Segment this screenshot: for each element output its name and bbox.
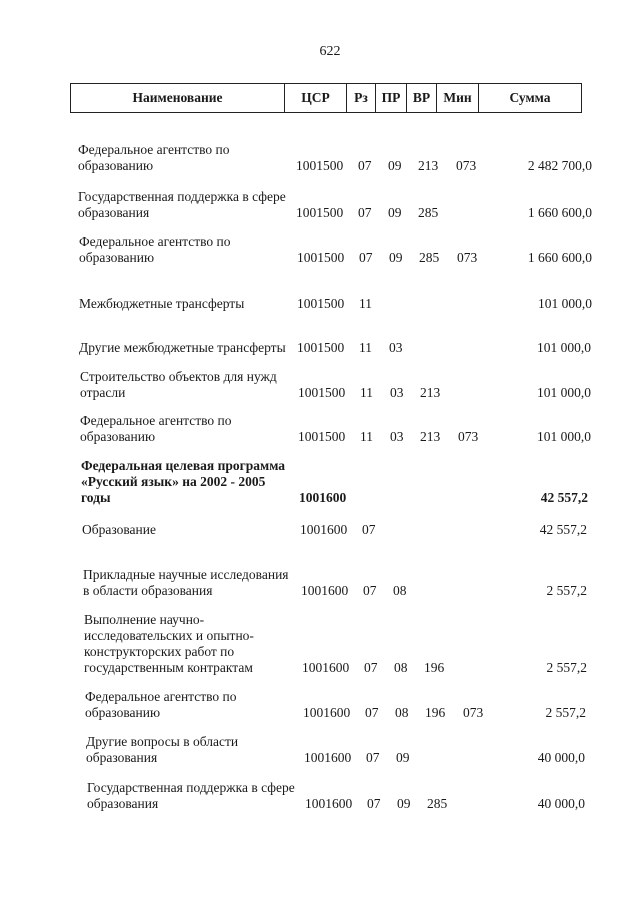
row-csr: 1001600 <box>303 705 351 720</box>
row-name: Федеральное агентство по образованию <box>85 689 237 720</box>
row-sum: 2 482 700,0 <box>527 158 592 173</box>
row-csr: 1001500 <box>297 340 345 355</box>
row-pr: 09 <box>388 158 402 173</box>
row-sum: 1 660 600,0 <box>527 205 592 220</box>
row-sum: 101 000,0 <box>537 385 591 400</box>
row-rz: 07 <box>358 205 372 220</box>
row-rz: 11 <box>360 385 373 400</box>
row-min: 073 <box>456 158 477 173</box>
table-row <box>86 726 585 766</box>
row-sum: 42 557,2 <box>540 490 588 505</box>
row-csr: 1001500 <box>296 205 344 220</box>
row-name: Другие вопросы в области образования <box>86 734 239 765</box>
row-name: Прикладные научные исследования в области образования <box>83 567 289 598</box>
row-csr: 1001500 <box>297 296 345 311</box>
table-row <box>83 559 587 599</box>
row-vr: 213 <box>418 158 439 173</box>
row-vr: 285 <box>418 205 439 220</box>
table-row <box>79 226 592 266</box>
table-row <box>87 772 585 812</box>
table-row <box>80 361 591 401</box>
row-sum: 101 000,0 <box>537 429 591 444</box>
row-sum: 1 660 600,0 <box>527 250 592 265</box>
header-rz: Рз <box>347 84 376 112</box>
row-rz: 11 <box>359 340 372 355</box>
row-rz: 07 <box>359 250 373 265</box>
row-name: Образование <box>82 522 156 537</box>
row-pr: 09 <box>389 250 403 265</box>
header-csr: ЦСР <box>285 84 347 112</box>
row-sum: 101 000,0 <box>538 296 592 311</box>
row-min: 073 <box>457 250 478 265</box>
header-sum: Сумма <box>509 90 551 105</box>
row-sum: 40 000,0 <box>537 750 585 765</box>
row-vr: 196 <box>425 705 446 720</box>
row-pr: 09 <box>396 750 410 765</box>
row-sum: 2 557,2 <box>546 660 587 675</box>
header-vr: ВР <box>407 84 437 112</box>
row-rz: 07 <box>364 660 378 675</box>
row-name: Федеральное агентство по образованию <box>79 234 231 265</box>
row-vr: 285 <box>427 796 448 811</box>
row-name: Федеральная целевая программа «Русский язык» на 2002 - 2005 годы <box>81 458 286 505</box>
row-csr: 1001600 <box>305 796 353 811</box>
row-vr: 285 <box>419 250 440 265</box>
page-number: 622 <box>319 44 341 59</box>
row-pr: 03 <box>389 340 403 355</box>
table-row <box>85 681 586 721</box>
row-csr: 1001600 <box>301 583 349 598</box>
row-sum: 2 557,2 <box>546 583 587 598</box>
row-pr: 08 <box>394 660 408 675</box>
row-vr: 213 <box>420 385 441 400</box>
row-name: Межбюджетные трансферты <box>79 296 245 311</box>
header-name: Наименование <box>71 84 285 112</box>
row-csr: 1001500 <box>296 158 344 173</box>
row-min: 073 <box>463 705 484 720</box>
row-rz: 07 <box>362 522 376 537</box>
row-rz: 07 <box>365 705 379 720</box>
row-sum: 40 000,0 <box>537 796 585 811</box>
table-row <box>78 181 592 221</box>
row-csr: 1001500 <box>298 429 346 444</box>
table-header <box>70 83 582 113</box>
row-csr: 1001600 <box>302 660 350 675</box>
row-min: 073 <box>458 429 479 444</box>
row-pr: 08 <box>393 583 407 598</box>
row-rz: 11 <box>359 296 372 311</box>
row-rz: 11 <box>360 429 373 444</box>
row-name: Федеральное агентство по образованию <box>78 142 230 173</box>
row-pr: 09 <box>388 205 402 220</box>
table-row <box>79 272 592 312</box>
row-csr: 1001600 <box>304 750 352 765</box>
row-csr: 1001600 <box>300 522 348 537</box>
row-name: Выполнение научно-исследовательских и опытно-конструкторских работ по государственным контрактам <box>84 612 254 675</box>
header-min: Мин <box>437 84 479 112</box>
row-pr: 03 <box>390 385 404 400</box>
row-pr: 03 <box>390 429 404 444</box>
row-name: Строительство объектов для нужд отрасли <box>80 369 277 400</box>
row-rz: 07 <box>363 583 377 598</box>
row-name: Государственная поддержка в сфере образования <box>78 189 286 220</box>
row-vr: 196 <box>424 660 445 675</box>
row-csr: 1001500 <box>297 250 345 265</box>
table-row <box>82 498 587 538</box>
table-row <box>79 316 591 356</box>
row-sum: 2 557,2 <box>545 705 586 720</box>
header-pr: ПР <box>376 84 407 112</box>
row-name: Государственная поддержка в сфере образования <box>87 780 295 811</box>
table-row <box>80 405 591 445</box>
row-sum: 42 557,2 <box>539 522 587 537</box>
row-csr: 1001500 <box>298 385 346 400</box>
table-row <box>78 134 592 174</box>
row-rz: 07 <box>358 158 372 173</box>
row-name: Другие межбюджетные трансферты <box>79 340 286 355</box>
table-row <box>84 612 587 676</box>
row-sum: 101 000,0 <box>537 340 591 355</box>
row-rz: 07 <box>367 796 381 811</box>
row-pr: 08 <box>395 705 409 720</box>
row-csr: 1001600 <box>299 490 347 505</box>
row-pr: 09 <box>397 796 411 811</box>
row-name: Федеральное агентство по образованию <box>80 413 232 444</box>
row-vr: 213 <box>420 429 441 444</box>
row-rz: 07 <box>366 750 380 765</box>
